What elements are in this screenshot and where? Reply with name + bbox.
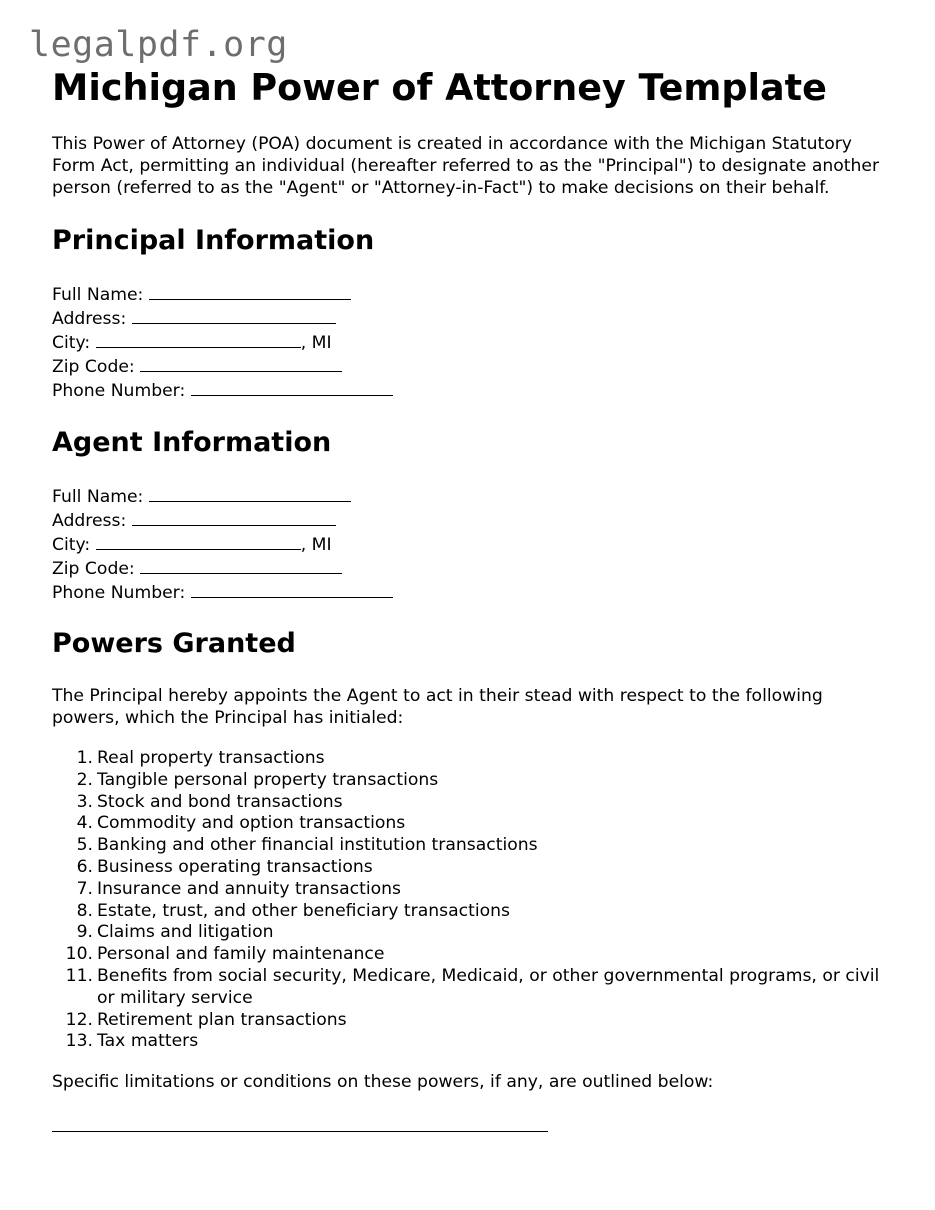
document-body [52,66,882,1132]
principal-city-label: City: [52,332,91,353]
list-item-number: 8. [76,900,93,921]
list-item-number: 3. [76,791,93,812]
page-title: Michigan Power of Attorney Template [52,66,827,109]
list-item [52,944,882,966]
agent-fields [52,485,882,604]
list-item [52,1010,882,1032]
agent-city-label: City: [52,534,91,555]
list-item-number: 1. [76,747,93,768]
list-item-text: Stock and bond transactions [97,791,343,812]
agent-phone-field[interactable] [191,581,393,598]
list-item-number: 9. [76,922,93,943]
list-item [52,748,882,770]
agent-full-name-row [52,485,882,509]
list-item [52,835,882,857]
agent-state-suffix: , MI [300,534,332,555]
principal-full-name-row [52,283,882,307]
limitations-field[interactable] [52,1114,548,1132]
list-item-number: 10. [65,944,93,965]
principal-phone-label: Phone Number: [52,380,186,401]
list-item-text: Insurance and annuity transactions [97,878,401,899]
agent-zip-label: Zip Code: [52,558,135,579]
principal-address-label: Address: [52,309,127,330]
list-item-text: Banking and other financial institution transactions [97,835,538,856]
principal-address-row [52,307,882,331]
list-item [52,813,882,835]
list-item-number: 11. [65,965,93,986]
agent-full-name-field[interactable] [149,485,351,502]
principal-phone-field[interactable] [191,379,393,396]
intro-paragraph: This Power of Attorney (POA) document is created in accordance with the Michigan Statutory Form Act, permitting an individual (hereafter referred to as the "Principal") to designate another person (referred to as the "Agent" or "Attorney-in-Fact") to make decisions on their behalf. [52,134,880,198]
principal-heading: Principal Information [52,225,375,257]
agent-zip-row [52,557,882,581]
agent-heading: Agent Information [52,427,332,459]
agent-address-field[interactable] [132,509,336,526]
principal-city-row [52,331,882,355]
list-item [52,792,882,814]
list-item [52,901,882,923]
principal-state-suffix: , MI [300,332,332,353]
agent-phone-label: Phone Number: [52,582,186,603]
list-item-text: Claims and litigation [97,922,274,943]
powers-intro-paragraph: The Principal hereby appoints the Agent to act in their stead with respect to the following powers, which the Principal has initialed: [52,686,823,729]
list-item-text: Tangible personal property transactions [97,769,439,790]
list-item-number: 4. [76,813,93,834]
list-item-number: 2. [76,769,93,790]
list-item-number: 13. [65,1031,93,1052]
list-item [52,770,882,792]
limitations-text: Specific limitations or conditions on these powers, if any, are outlined below: [52,1072,714,1093]
agent-zip-field[interactable] [140,557,342,574]
agent-address-label: Address: [52,511,127,532]
principal-zip-field[interactable] [140,355,342,372]
list-item [52,879,882,901]
list-item-number: 5. [76,835,93,856]
principal-address-field[interactable] [132,307,336,324]
powers-list [52,748,882,1053]
list-item-text: Business operating transactions [97,856,373,877]
watermark-logo: legalpdf.org [29,25,288,65]
principal-phone-row [52,379,882,403]
principal-full-name-label: Full Name: [52,285,144,306]
list-item-number: 7. [76,878,93,899]
agent-city-field[interactable] [96,533,301,550]
agent-city-row [52,533,882,557]
list-item-number: 6. [76,856,93,877]
list-item-text: Real property transactions [97,747,325,768]
list-item-text: Commodity and option transactions [97,813,406,834]
list-item-text: Estate, trust, and other beneficiary transactions [97,900,510,921]
list-item [52,857,882,879]
list-item-number: 12. [65,1009,93,1030]
principal-city-field[interactable] [96,331,301,348]
powers-heading: Powers Granted [52,628,296,660]
agent-address-row [52,509,882,533]
principal-fields [52,283,882,402]
agent-phone-row [52,581,882,605]
list-item-text: Tax matters [97,1031,199,1052]
list-item-text: Personal and family maintenance [97,944,385,965]
list-item [52,922,882,944]
list-item-text: Retirement plan transactions [97,1009,347,1030]
principal-full-name-field[interactable] [149,283,351,300]
list-item [52,1031,882,1053]
list-item-text: Benefits from social security, Medicare, Medicaid, or other governmental programs, or civil or military service [97,965,880,1008]
agent-full-name-label: Full Name: [52,487,144,508]
list-item [52,966,882,1010]
principal-zip-label: Zip Code: [52,356,135,377]
principal-zip-row [52,355,882,379]
